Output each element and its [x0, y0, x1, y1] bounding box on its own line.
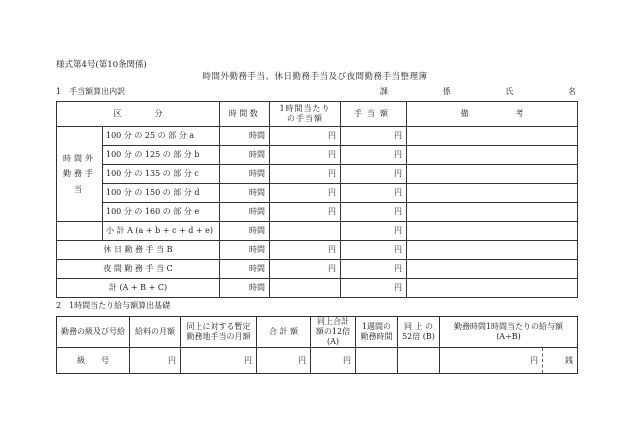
- weekly-hours-cell[interactable]: [356, 348, 398, 374]
- remarks-cell[interactable]: [407, 260, 578, 279]
- allowance-cell[interactable]: 円: [341, 165, 407, 184]
- holiday-allowance-label: 休 日 勤 務 手 当 B: [57, 241, 220, 260]
- overtime-row-label: 100 分 の 125 の 部 分 b: [103, 146, 220, 165]
- allowance-cell[interactable]: 円: [341, 241, 407, 260]
- hourly-pay-yen: 円: [530, 355, 538, 365]
- remarks-cell[interactable]: [407, 222, 578, 241]
- remarks-cell[interactable]: [407, 279, 578, 298]
- hourly-amount-cell-blank: [270, 222, 341, 241]
- header-category: [57, 102, 220, 127]
- hours-cell[interactable]: 時間: [220, 146, 270, 165]
- night-allowance-label: 夜 間 勤 務 手 当 C: [57, 260, 220, 279]
- form-number: 様式第4号(第10条関係): [56, 60, 147, 70]
- overtime-group-label: 時間外勤務手当: [57, 127, 103, 222]
- subtotal-label: 小 計 A (a + b + c + d + e): [103, 222, 220, 241]
- allowance-cell[interactable]: 円: [341, 146, 407, 165]
- regional-allowance-cell[interactable]: 円: [181, 348, 257, 374]
- table-row: [57, 146, 578, 165]
- remarks-cell[interactable]: [407, 165, 578, 184]
- header-x52: 同 上 の 52倍 (B): [398, 317, 440, 348]
- header-hours: 時間数: [220, 102, 270, 127]
- hours-cell[interactable]: 時間: [220, 184, 270, 203]
- hours-cell[interactable]: 時間: [220, 222, 270, 241]
- monthly-salary-cell[interactable]: 円: [130, 348, 181, 374]
- allowance-breakdown-table: [56, 101, 578, 298]
- remarks-cell[interactable]: [407, 127, 578, 146]
- header-hourly-pay: 勤務時間1時間当たりの給与額 (A÷B): [440, 317, 578, 348]
- header-monthly-salary: 給料の月額: [130, 317, 181, 348]
- hourly-pay-cell[interactable]: [440, 348, 578, 374]
- overtime-row-label: 100 分 の 135 の 部 分 c: [103, 165, 220, 184]
- grade-cell[interactable]: 級 号: [57, 348, 130, 374]
- hours-cell[interactable]: 時間: [220, 260, 270, 279]
- hourly-pay-basis-table: [56, 316, 578, 374]
- allowance-cell[interactable]: 円: [341, 184, 407, 203]
- overtime-row-label: 100 分 の 160 の 部 分 e: [103, 203, 220, 222]
- header-grade: 勤務の級及び号給: [57, 317, 130, 348]
- hours-cell[interactable]: 時間: [220, 127, 270, 146]
- remarks-cell[interactable]: [407, 146, 578, 165]
- hourly-amount-cell[interactable]: 円: [270, 260, 341, 279]
- remarks-cell[interactable]: [407, 184, 578, 203]
- header-total-x12: 同上合計額の12倍 (A): [311, 317, 356, 348]
- allowance-cell[interactable]: 円: [341, 222, 407, 241]
- kakari-label-mei: 名: [567, 87, 576, 96]
- table-row: [57, 203, 578, 222]
- header-total: 合 計 額: [257, 317, 311, 348]
- header-category-ku: 区: [113, 109, 122, 118]
- total-cell[interactable]: 円: [257, 348, 311, 374]
- hourly-pay-sen: 銭: [542, 348, 577, 373]
- remarks-cell[interactable]: [407, 203, 578, 222]
- overtime-row-label: 100 分 の 25 の 部 分 a: [103, 127, 220, 146]
- allowance-cell[interactable]: 円: [341, 260, 407, 279]
- table-row: [57, 241, 578, 260]
- section2-heading: 2 1時間当たり給与額算出基礎: [56, 301, 171, 310]
- hours-cell[interactable]: 時間: [220, 279, 270, 298]
- header-allowance: 手当額: [341, 102, 407, 127]
- kakari-label-kakari: 係: [442, 87, 451, 96]
- table1-header-row: [57, 102, 578, 127]
- table2-header-row: [57, 317, 578, 348]
- header-weekly-hours: 1週間の勤務時間: [356, 317, 398, 348]
- hours-cell[interactable]: 時間: [220, 241, 270, 260]
- hourly-amount-cell[interactable]: 円: [270, 241, 341, 260]
- overtime-row-label: 100 分 の 150 の 部 分 d: [103, 184, 220, 203]
- table-row: [57, 184, 578, 203]
- allowance-cell[interactable]: 円: [341, 127, 407, 146]
- header-category-bun: 分: [154, 109, 163, 118]
- hourly-amount-cell[interactable]: 円: [270, 203, 341, 222]
- header-remarks-bi: 備: [460, 109, 469, 118]
- section1-heading: 1 手当額算出内訳: [56, 87, 126, 96]
- x52-cell[interactable]: [398, 348, 440, 374]
- header-hourly-amount: 1時間当たりの手当額: [270, 102, 341, 127]
- total-label: 計 (A + B + C): [57, 279, 220, 298]
- hourly-amount-cell[interactable]: 円: [270, 184, 341, 203]
- allowance-cell[interactable]: 円: [341, 203, 407, 222]
- allowance-cell[interactable]: 円: [341, 279, 407, 298]
- remarks-cell[interactable]: [407, 241, 578, 260]
- table-row: [57, 279, 578, 298]
- kakari-label-ka: 課: [380, 87, 388, 96]
- header-remarks: [407, 102, 578, 127]
- table-row: [57, 165, 578, 184]
- table-row: [57, 348, 578, 374]
- hourly-amount-cell-blank: [270, 279, 341, 298]
- header-remarks-kou: 考: [515, 109, 524, 118]
- hours-cell[interactable]: 時間: [220, 165, 270, 184]
- hourly-amount-cell[interactable]: 円: [270, 146, 341, 165]
- table-row: [57, 127, 578, 146]
- table-row: [57, 222, 578, 241]
- hourly-amount-cell[interactable]: 円: [270, 127, 341, 146]
- table-row: [57, 260, 578, 279]
- header-regional-allowance: 同上に対する暫定勤務地手当の月額: [181, 317, 257, 348]
- total-x12-cell[interactable]: 円: [311, 348, 356, 374]
- page-title: 時間外勤務手当、休日勤務手当及び夜間勤務手当整理簿: [202, 72, 428, 82]
- hourly-amount-cell[interactable]: 円: [270, 165, 341, 184]
- department-name-labels: [380, 86, 576, 97]
- hours-cell[interactable]: 時間: [220, 203, 270, 222]
- kakari-label-shi: 氏: [505, 87, 514, 96]
